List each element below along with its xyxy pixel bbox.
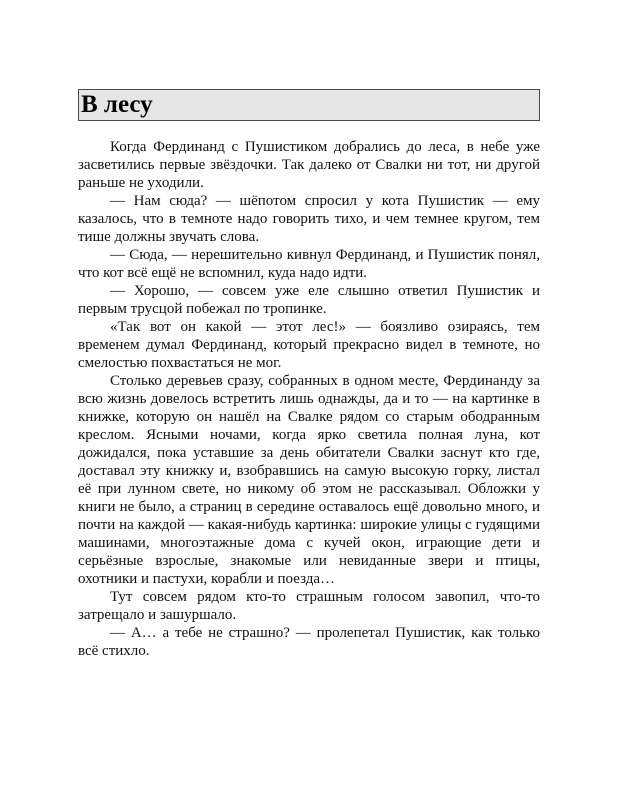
paragraph: Тут совсем рядом кто-то страшным голосом завопил, что-то затрещало и зашуршало. [78, 589, 540, 623]
page-content [78, 89, 540, 660]
paragraph: Столько деревьев сразу, собранных в одном месте, Фердинанду за всю жизнь довелось встретить лишь однажды, да и то — на картинке в книжке, которую он нашёл на Свалке рядом со старым ободранным креслом. Ясными ночами, когда ярко светила полная луна, кот дожидался, пока уставшие за день обитатели Свалки заснут кто где, доставал эту книжку и, взобравшись на самую высокую горку, листал её при лунном свете, но никому об этом не рассказывал. Обложки у книги не было, а страниц в середине оставалось ещё довольно много, и почти на каждой — какая-нибудь картинка: широкие улицы с гудящими машинами, многоэтажные дома с кучей окон, играющие дети и серьёзные взрослые, знакомые или невиданные звери и птицы, охотники и пастухи, корабли и поезда… [78, 373, 540, 587]
paragraph: — Сюда, — нерешительно кивнул Фердинанд, и Пушистик понял, что кот всё ещё не вспомнил, куда надо идти. [78, 247, 540, 281]
chapter-title: В лесу [78, 89, 540, 121]
paragraph: — А… а тебе не страшно? — пролепетал Пушистик, как только всё стихло. [78, 625, 540, 659]
body-text [78, 138, 540, 660]
paragraph: «Так вот он какой — этот лес!» — боязливо озираясь, тем временем думал Фердинанд, который прекрасно видел в темноте, но смелостью похвастаться не мог. [78, 319, 540, 371]
paragraph: — Нам сюда? — шёпотом спросил у кота Пушистик — ему казалось, что в темноте надо говорить тихо, и чем темнее кругом, тем тише должны звучать слова. [78, 193, 540, 245]
paragraph: — Хорошо, — совсем уже еле слышно ответил Пушистик и первым трусцой побежал по тропинке. [78, 283, 540, 317]
paragraph: Когда Фердинанд с Пушистиком добрались до леса, в небе уже засветились первые звёздочки. Так далеко от Свалки ни тот, ни другой раньше не уходили. [78, 139, 540, 191]
